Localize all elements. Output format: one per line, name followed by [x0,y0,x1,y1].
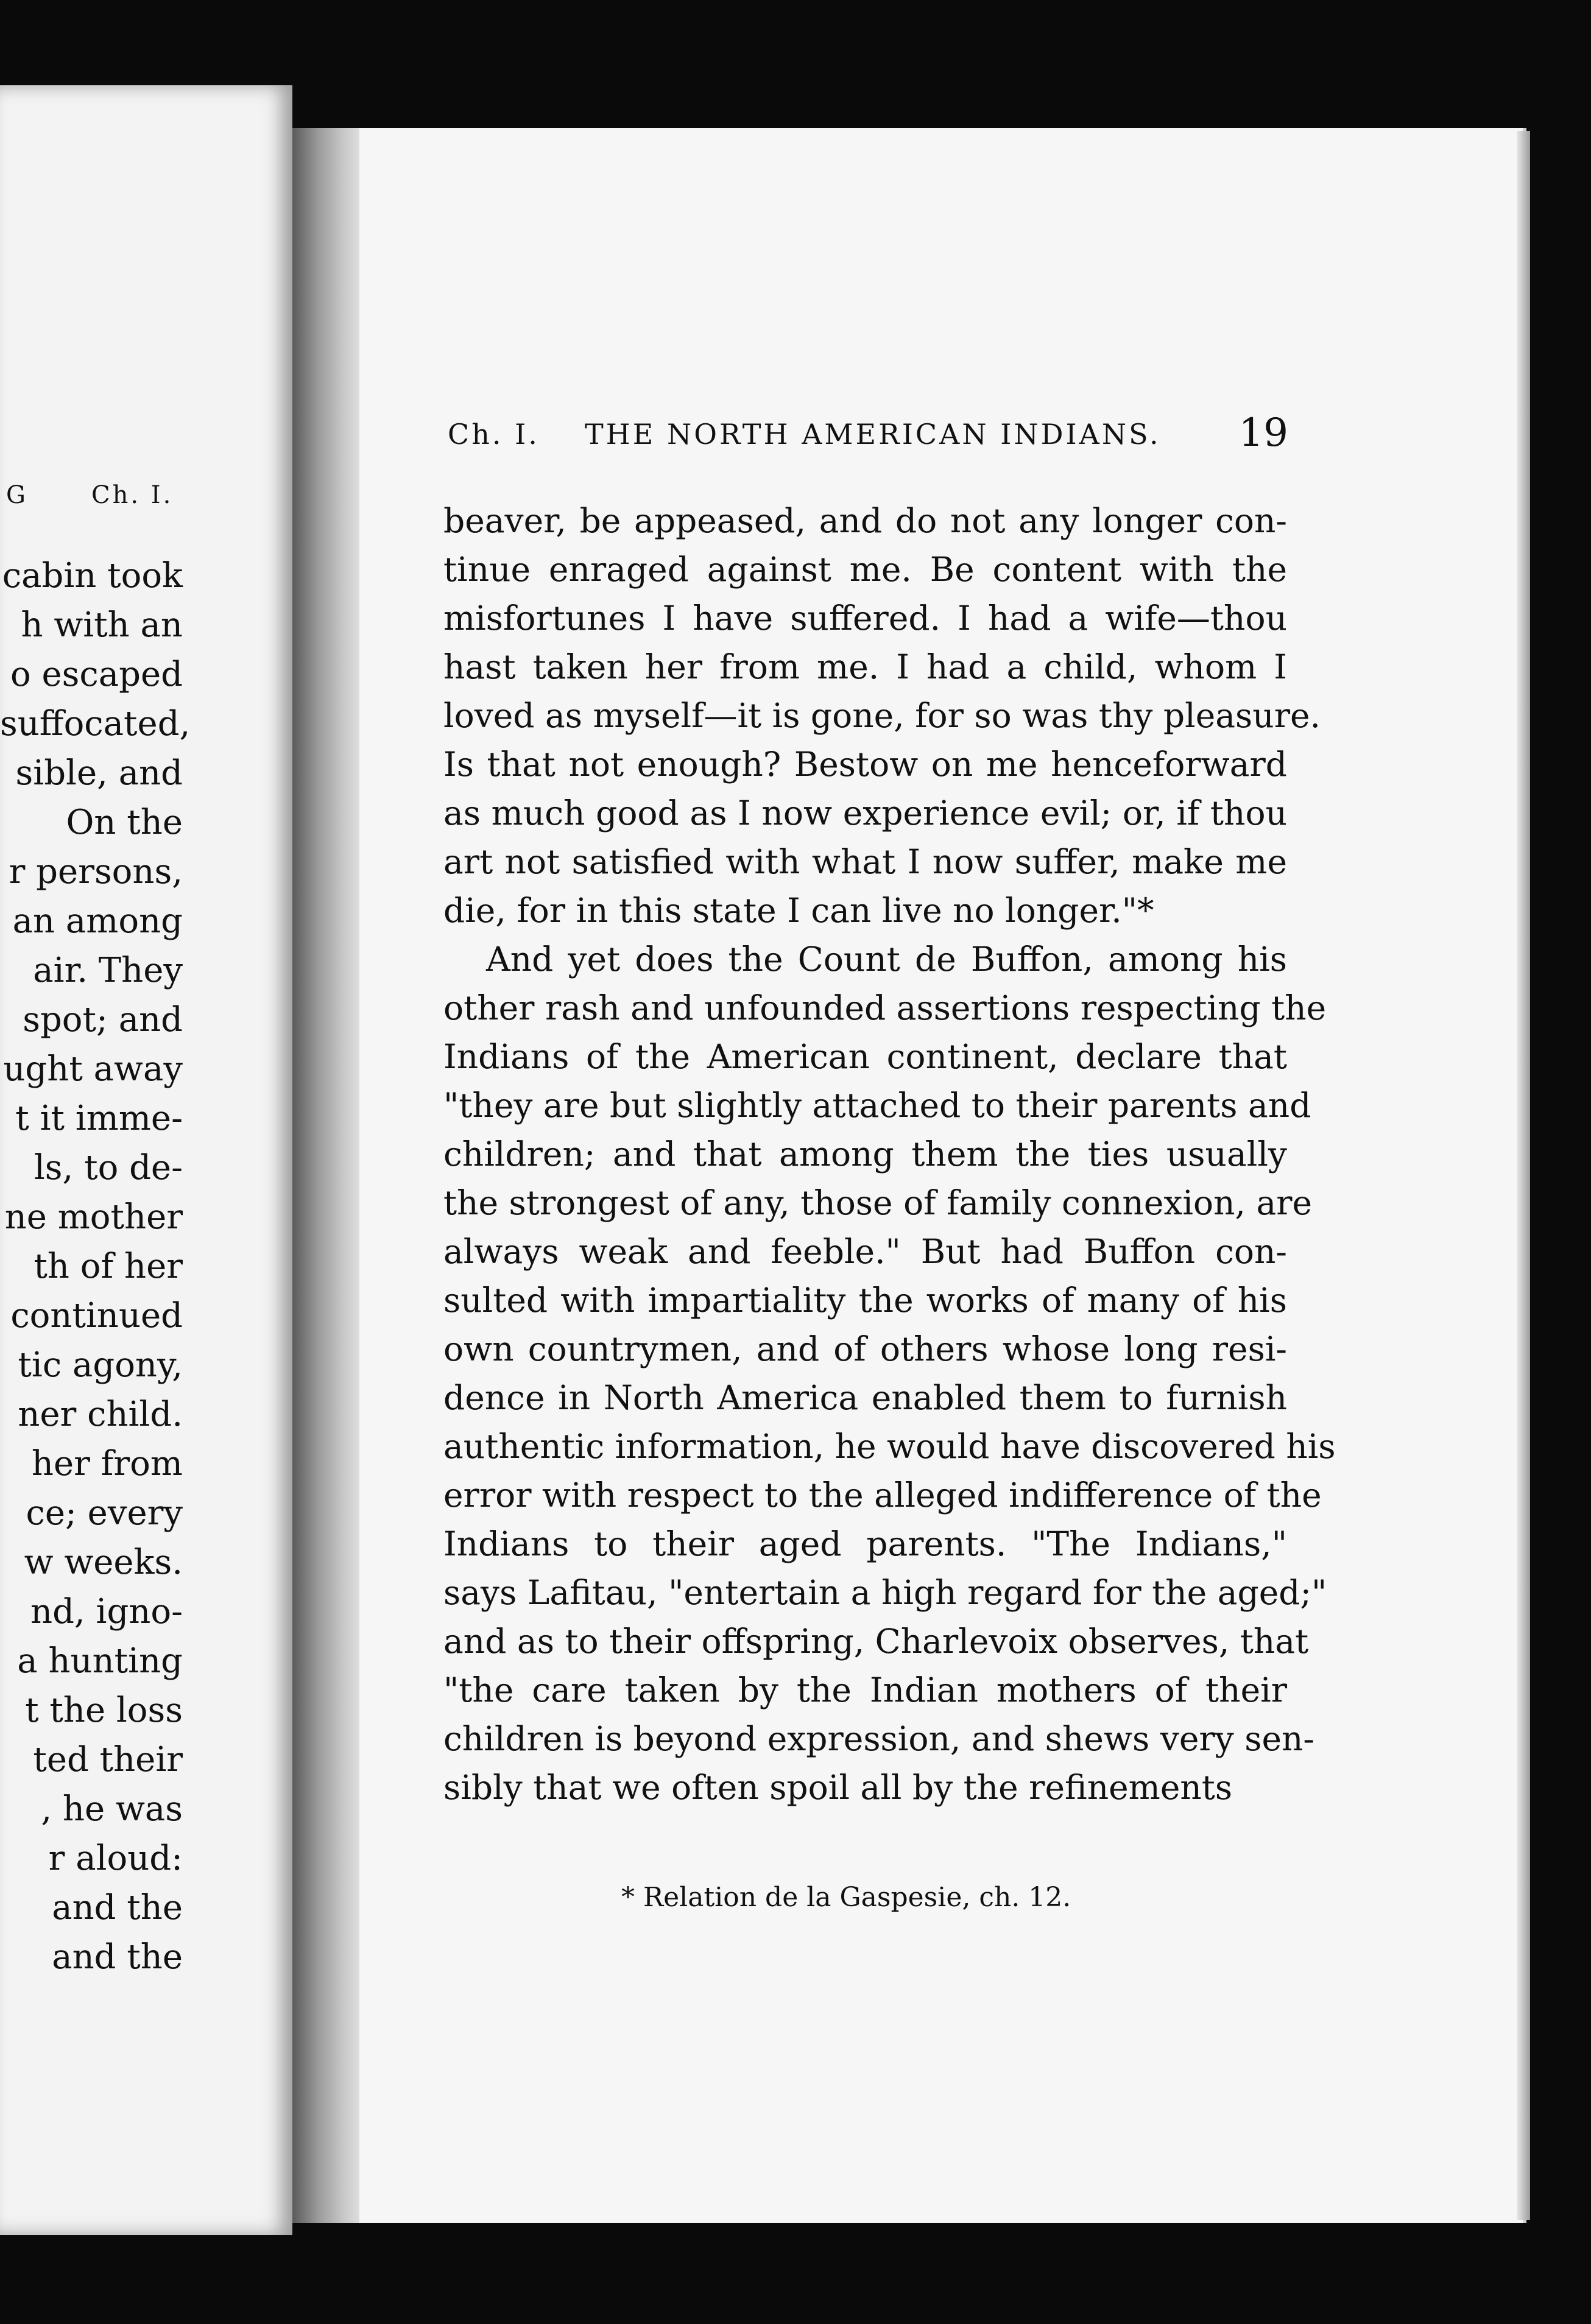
left-text-line: ls, to de- [34,1148,183,1188]
text-line: And yet does the Count de Buffon, among his [486,940,1287,979]
page-edge [1517,131,1530,2220]
text-line: says Lafitau, "entertain a high regard for the aged;" [443,1573,1327,1612]
left-text-line: ce; every [26,1493,183,1533]
left-text-line: r aloud: [48,1839,183,1878]
text-line: and as to their offspring, Charlevoix observes, that [443,1622,1309,1661]
text-line: the strongest of any, those of family connexion, are [443,1183,1313,1222]
text-line: beaver, be appeased, and do not any longer con- [443,501,1287,540]
text-line: sibly that we often spoil all by the refinements [443,1768,1233,1807]
text-line: "the care taken by the Indian mothers of their [443,1671,1287,1710]
left-text-line: suffocated, [0,704,191,744]
text-line: tinue enraged against me. Be content with the [443,550,1287,589]
left-page-text [0,551,191,1982]
left-text-line: , he was [41,1789,183,1829]
text-line: hast taken her from me. I had a child, whom I [443,647,1287,686]
text-line: as much good as I now experience evil; or, if thou [443,794,1287,833]
book-spine-shadow [292,128,365,2223]
left-text-line: r persons, [9,852,183,892]
text-line: misfortunes I have suffered. I had a wife—thou [443,599,1287,638]
left-text-line: sible, and [15,753,183,793]
text-line: loved as myself—it is gone, for so was thy pleasure. [443,696,1321,735]
text-line: children; and that among them the ties usually [443,1135,1287,1174]
left-text-line: ted their [33,1740,183,1780]
left-text-line: w weeks. [24,1543,183,1582]
left-text-line: her from [31,1444,183,1484]
text-line: error with respect to the alleged indifference of the [443,1476,1322,1515]
left-text-line: t it imme- [15,1099,183,1138]
chapter-label: Ch. I. [448,418,540,451]
left-text-line: continued [10,1296,183,1336]
left-page [0,85,292,2235]
text-line: Is that not enough? Bestow on me henceforward [443,745,1287,784]
text-line: Indians of the American continent, declare that [443,1037,1287,1076]
text-line: authentic information, he would have discovered his [443,1427,1336,1466]
left-text-line: th of her [34,1247,183,1286]
footnote: * Relation de la Gaspesie, ch. 12. [621,1882,1071,1913]
text-line: sulted with impartiality the works of many of his [443,1281,1287,1320]
text-line: always weak and feeble." But had Buffon con- [443,1232,1287,1271]
left-text-line: a hunting [17,1641,183,1681]
left-text-line: h with an [21,605,183,645]
running-head [448,410,1288,457]
text-line: die, for in this state I can live no longer."* [443,891,1154,930]
left-text-line: spot; and [23,1000,183,1040]
left-text-line: tic agony, [18,1345,183,1385]
text-line: other rash and unfounded assertions respecting the [443,988,1327,1027]
left-text-line: air. They [33,951,183,990]
left-text-line: nd, igno- [30,1592,183,1632]
text-line: art not satisfied with what I now suffer, make me [443,842,1287,881]
left-text-line: t the loss [25,1691,183,1730]
page-number: 19 [1238,410,1288,456]
running-title: THE NORTH AMERICAN INDIANS. [585,418,1161,451]
left-text-line: ught away [3,1049,183,1089]
left-header-fragment: G [6,481,28,509]
left-text-line: cabin took [2,556,183,596]
left-text-line: ne mother [4,1197,183,1237]
left-header-chapter: Ch. I. [91,481,174,509]
text-line: own countrymen, and of others whose long resi- [443,1329,1287,1368]
left-text-line: and the [52,1888,183,1928]
body-text [443,496,1336,1812]
left-text-line: ner child. [18,1395,183,1434]
left-text-line: o escaped [10,655,183,694]
left-text-line: On the [66,803,183,842]
text-line: dence in North America enabled them to furnish [443,1378,1287,1417]
left-text-line: and the [52,1937,183,1977]
text-line: "they are but slightly attached to their parents and [443,1086,1311,1125]
left-text-line: an among [12,901,183,941]
text-line: Indians to their aged parents. "The Indians," [443,1524,1287,1563]
text-line: children is beyond expression, and shews very sen- [443,1719,1314,1758]
